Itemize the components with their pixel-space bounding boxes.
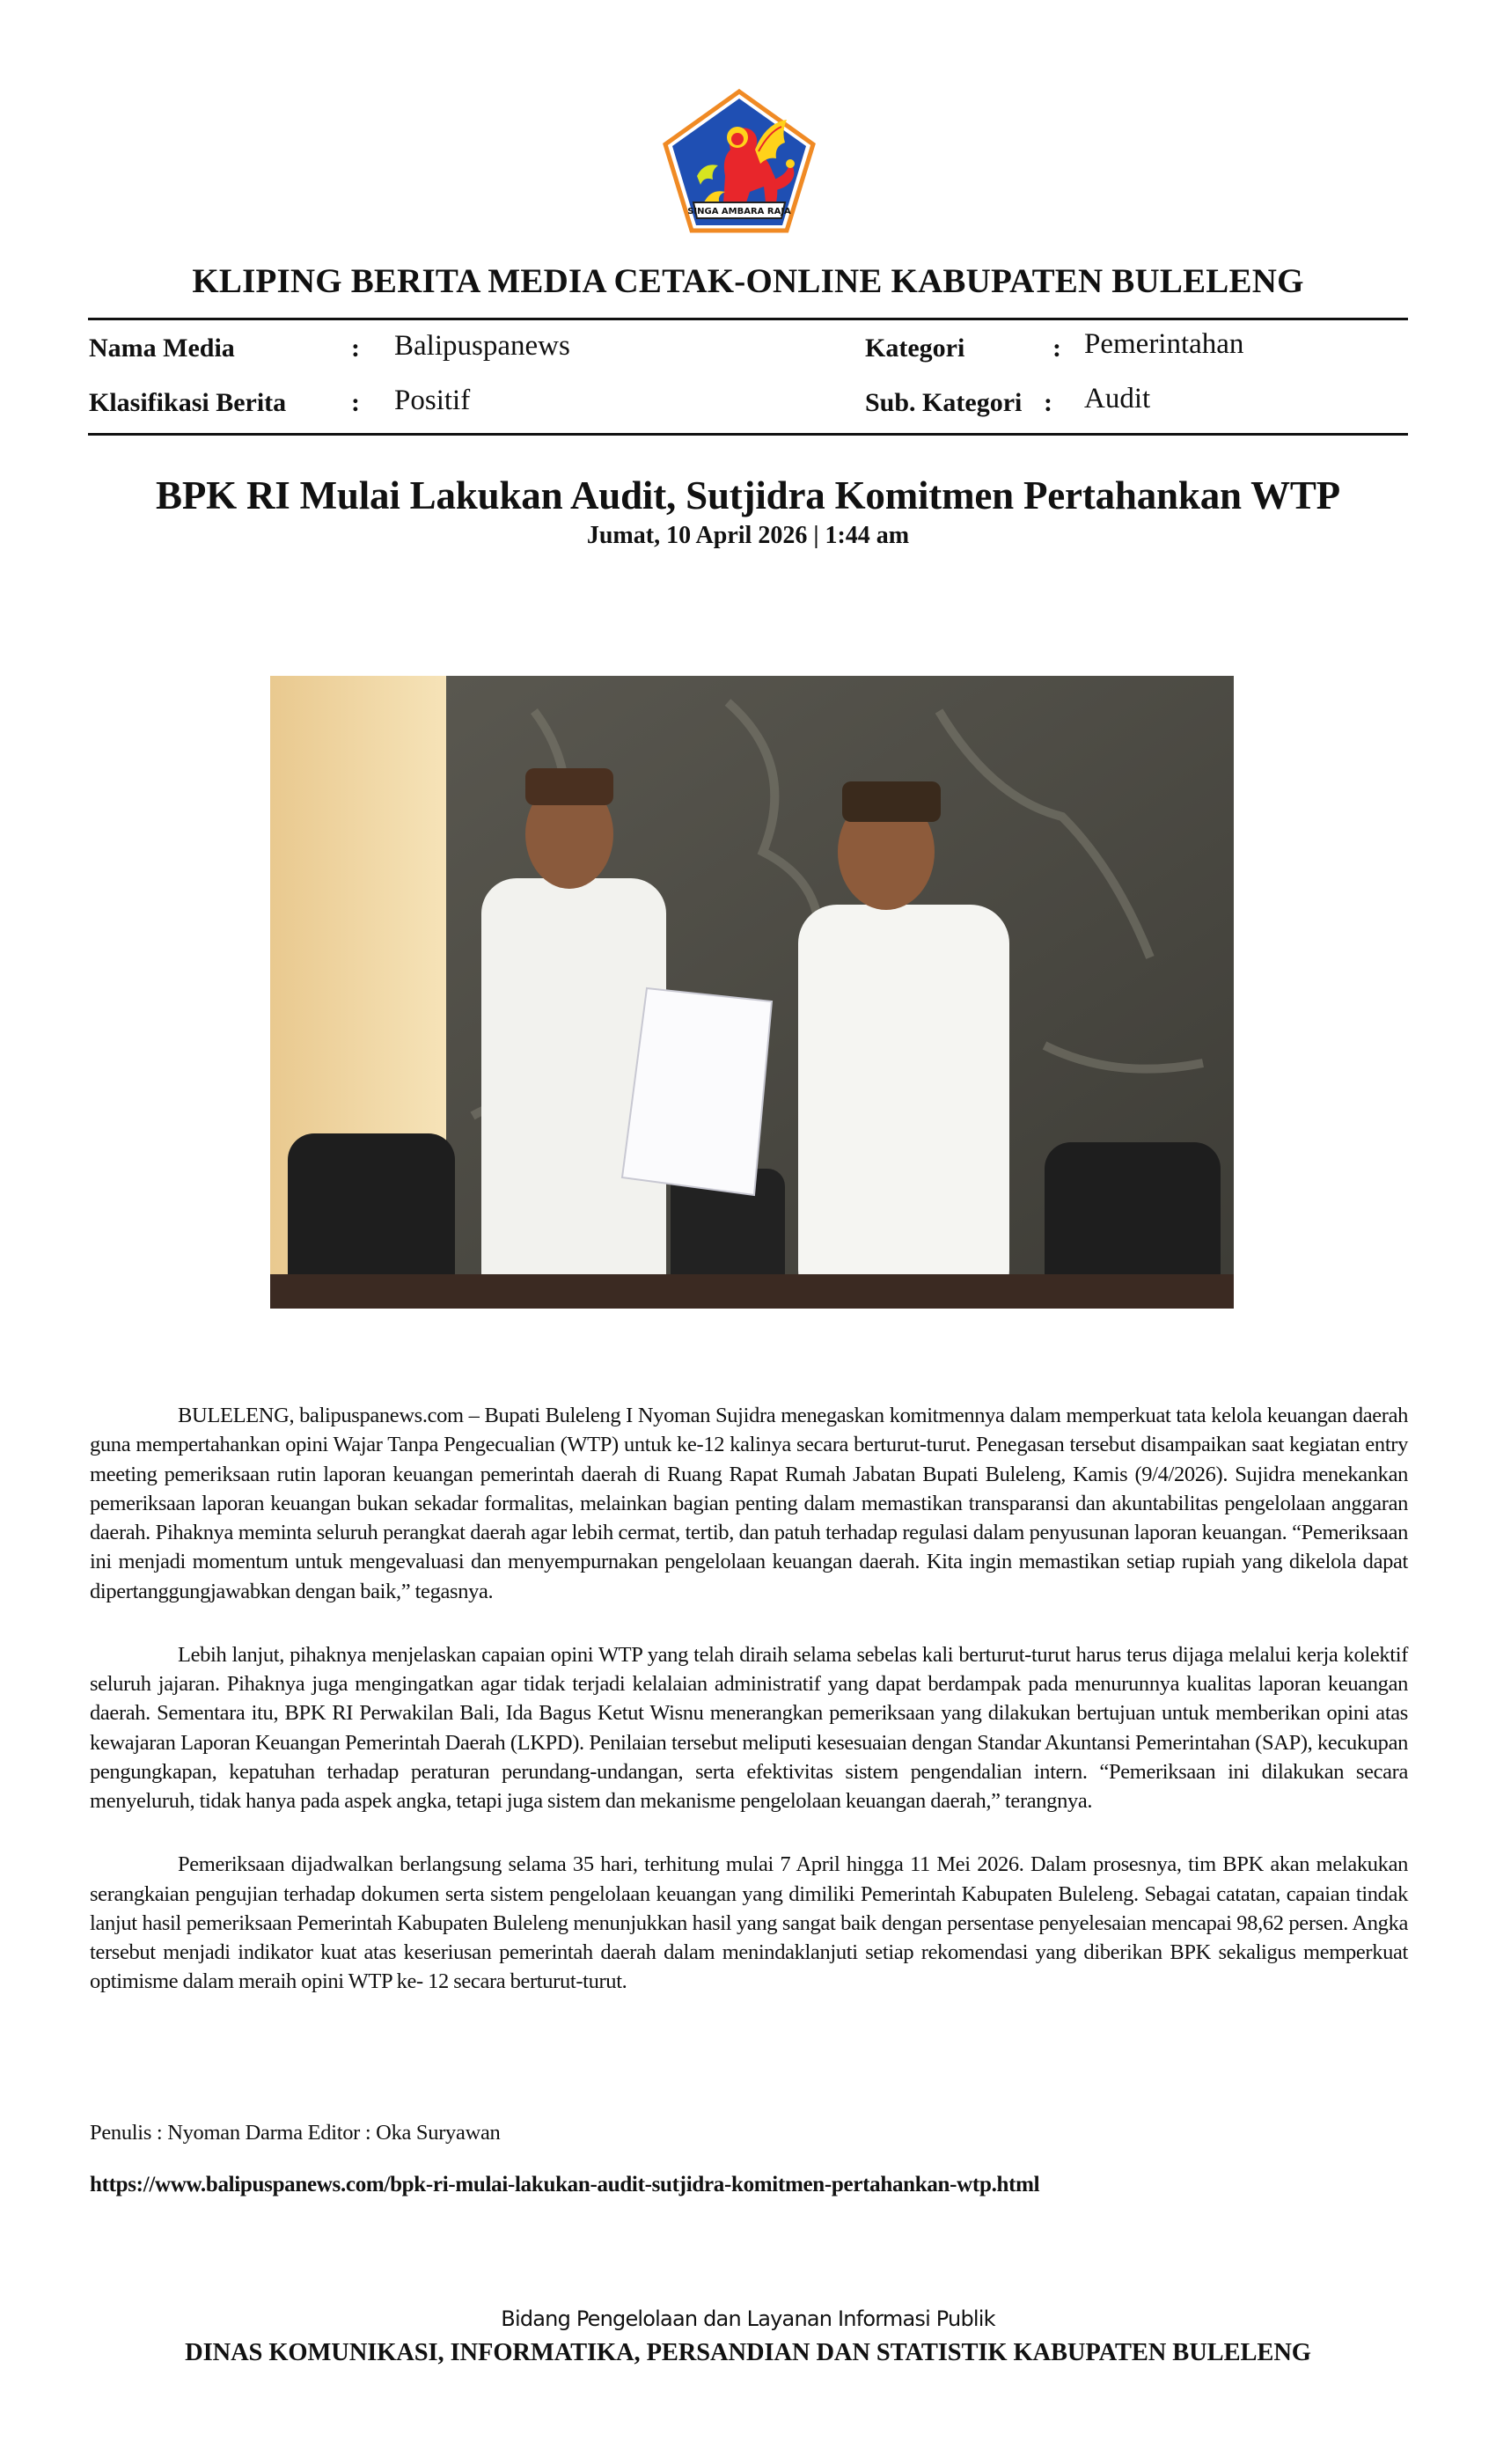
article-body xyxy=(90,1401,1408,2030)
category-colon: : xyxy=(1052,334,1061,363)
subcategory-value: Audit xyxy=(1084,383,1151,414)
media-label: Nama Media xyxy=(89,334,235,363)
article-photo xyxy=(270,676,1234,1309)
lion-crest-icon xyxy=(662,88,817,234)
footer-agency: DINAS KOMUNIKASI, INFORMATIKA, PERSANDIAN DAN STATISTIK KABUPATEN BULELENG xyxy=(185,2339,1311,2366)
meta-row-classification xyxy=(0,385,1496,421)
logo-motto: SINGA AMBARA RAJA xyxy=(687,207,791,216)
meta-row-media xyxy=(0,328,1496,366)
header-divider-bottom xyxy=(88,433,1408,436)
subcategory-colon: : xyxy=(1044,388,1052,417)
classification-colon: : xyxy=(351,388,360,417)
photo-handover-image xyxy=(270,676,1234,1309)
header-divider-top xyxy=(88,318,1408,320)
article-title: BPK RI Mulai Lakukan Audit, Sutjidra Komitmen Pertahankan WTP xyxy=(156,473,1340,517)
classification-label: Klasifikasi Berita xyxy=(89,388,287,417)
subcategory-label: Sub. Kategori xyxy=(865,388,1023,417)
article-paragraph: Pemeriksaan dijadwalkan berlangsung selama 35 hari, terhitung mulai 7 April hingga 11 Mei 2026. Dalam prosesnya, tim BPK akan melakukan serangkaian pengujian terhadap dokumen serta sistem pengelolaan keuangan yang dimiliki Pemerintah Kabupaten Buleleng. Sebagai catatan, capaian tindak lanjut hasil pemeriksaan Pemerintah Kabupaten Buleleng menunjukkan hasil yang sangat baik dengan persentase penyelesaian mencapai 98,62 persen. Angka tersebut menjadi indikator kuat atas keseriusan pemerintah daerah dalam menindaklanjuti setiap rekomendasi yang diberikan BPK sekaligus memperkuat optimisme dalam meraih opini WTP ke- 12 secara berturut-turut. xyxy=(90,1852,1408,1994)
media-value: Balipuspanews xyxy=(394,330,570,362)
article-date: Jumat, 10 April 2026 | 1:44 am xyxy=(586,522,910,549)
media-colon: : xyxy=(351,334,360,363)
category-value: Pemerintahan xyxy=(1084,328,1244,360)
article-paragraph: Lebih lanjut, pihaknya menjelaskan capaian opini WTP yang telah diraih selama sebelas kali berturut-turut harus terus dijaga melalui kerja kolektif seluruh jajaran. Pihaknya juga mengingatkan agar tidak terjadi kelalaian administratif yang dapat berdampak pada menurunnya kualitas laporan keuangan daerah. Sementara itu, BPK RI Perwakilan Bali, Ida Bagus Ketut Wisnu menerangkan pemeriksaan yang dilakukan bertujuan untuk memberikan opini atas kewajaran Laporan Keuangan Pemerintah Daerah (LKPD). Penilaian tersebut meliputi kesesuaian dengan Standar Akuntansi Pemerintahan (SAP), kecukupan pengungkapan, kepatuhan terhadap peraturan perundang-undangan, serta efektivitas sistem pengendalian intern. “Pemeriksaan ini dilakukan secara menyeluruh, tidak hanya pada aspek angka, tetapi juga sistem dan mekanisme pengelolaan keuangan daerah,” terangnya. xyxy=(90,1642,1408,1814)
footer-unit: Bidang Pengelolaan dan Layanan Informasi Publik xyxy=(501,2306,995,2331)
classification-value: Positif xyxy=(394,385,471,416)
source-url-link[interactable]: https://www.balipuspanews.com/bpk-ri-mulai-lakukan-audit-sutjidra-komitmen-pertahankan-wtp.html xyxy=(90,2173,1040,2196)
category-label: Kategori xyxy=(865,334,965,363)
article-byline: Penulis : Nyoman Darma Editor : Oka Suryawan xyxy=(90,2121,501,2145)
article-paragraph: BULELENG, balipuspanews.com – Bupati Buleleng I Nyoman Sujidra menegaskan komitmennya dalam memperkuat tata kelola keuangan daerah guna mempertahankan opini Wajar Tanpa Pengecualian (WTP) untuk ke-12 kalinya secara berturut-turut. Penegasan tersebut disampaikan saat kegiatan entry meeting pemeriksaan rutin laporan keuangan pemerintah daerah di Ruang Rapat Rumah Jabatan Bupati Buleleng, Kamis (9/4/2026). Sujidra menekankan pemeriksaan laporan keuangan bukan sekadar formalitas, melainkan bagian penting dalam memastikan transparansi dan akuntabilitas pengelolaan anggaran daerah. Pihaknya meminta seluruh perangkat daerah agar lebih cermat, tertib, dan patuh terhadap regulasi dalam penyusunan laporan keuangan. “Pemeriksaan ini menjadi momentum untuk mengevaluasi dan menyempurnakan pengelolaan keuangan daerah. Kita ingin memastikan setiap rupiah yang dikelola dapat dipertanggungjawabkan dengan baik,” tegasnya. xyxy=(90,1404,1408,1603)
document-title: KLIPING BERITA MEDIA CETAK-ONLINE KABUPATEN BULELENG xyxy=(192,262,1304,300)
kabupaten-buleleng-logo xyxy=(662,88,817,234)
